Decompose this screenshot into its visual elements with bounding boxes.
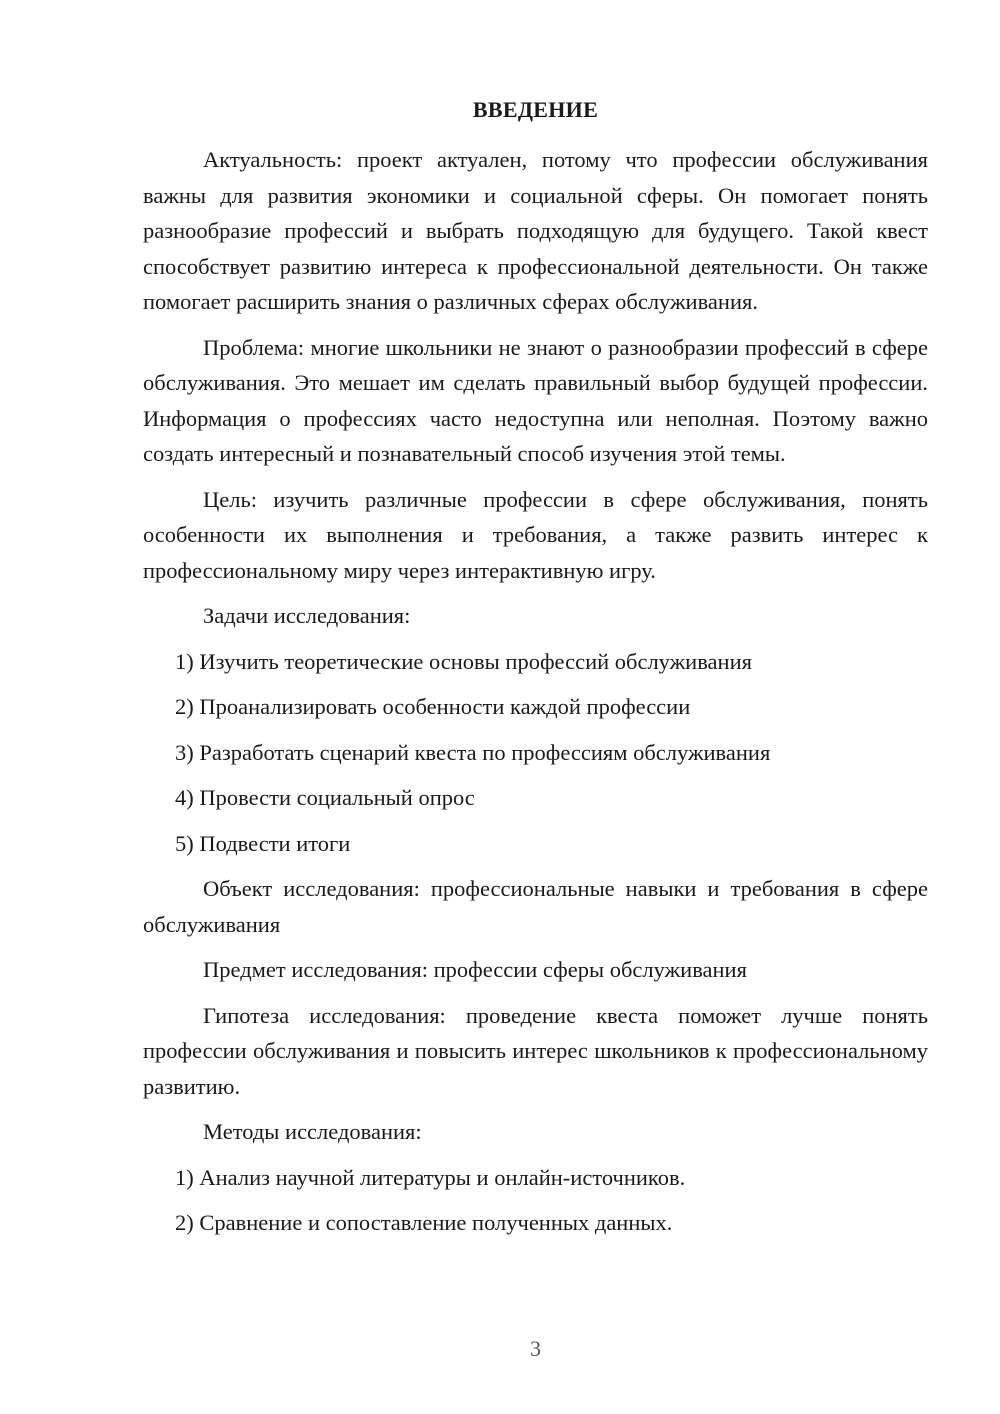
paragraph-relevance: Актуальность: проект актуален, потому что профессии обслуживания важны для развития экономики и социальной сферы. Он помогает понять разнообразие профессий и выбрать подходящую для будущего. Такой квест способствует развитию интереса к профессиональной деятельности. Он также помогает расширить знания о различных сферах обслуживания. (143, 147, 928, 314)
paragraph-subject: Предмет исследования: профессии сферы обслуживания (203, 957, 747, 982)
paragraph-goal: Цель: изучить различные профессии в сфере обслуживания, понять особенности их выполнения и требования, а также развить интерес к профессиональному миру через интерактивную игру. (143, 486, 928, 583)
paragraph-problem: Проблема: многие школьники не знают о разнообразии профессий в сфере обслуживания. Это мешает им сделать правильный выбор будущей профессии. Информация о профессиях часто недоступна или неполная. Поэтому важно создать интересный и познавательный способ изучения этой темы. (143, 334, 928, 466)
list-item: 2) Сравнение и сопоставление полученных данных. (175, 1210, 673, 1235)
tasks-list (143, 644, 928, 862)
list-item: 2) Проанализировать особенности каждой профессии (175, 694, 691, 719)
methods-heading: Методы исследования: (203, 1119, 422, 1144)
list-item: 3) Разработать сценарий квеста по профессиям обслуживания (175, 739, 771, 765)
paragraph-hypothesis: Гипотеза исследования: проведение квеста поможет лучше понять профессии обслуживания и повысить интерес школьников к профессиональному развитию. (143, 1002, 928, 1099)
tasks-heading: Задачи исследования: (203, 603, 411, 628)
list-item: 4) Провести социальный опрос (175, 785, 475, 810)
list-item: 5) Подвести итоги (175, 830, 351, 856)
list-item: 1) Изучить теоретические основы профессий обслуживания (175, 648, 752, 674)
page-title: ВВЕДЕНИЕ (472, 97, 599, 122)
paragraph-object: Объект исследования: профессиональные навыки и требования в сфере обслуживания (143, 876, 928, 937)
page-number: 3 (530, 1336, 541, 1361)
list-item: 1) Анализ научной литературы и онлайн-источников. (175, 1164, 686, 1190)
document-page (143, 92, 928, 1251)
methods-list (143, 1160, 928, 1241)
